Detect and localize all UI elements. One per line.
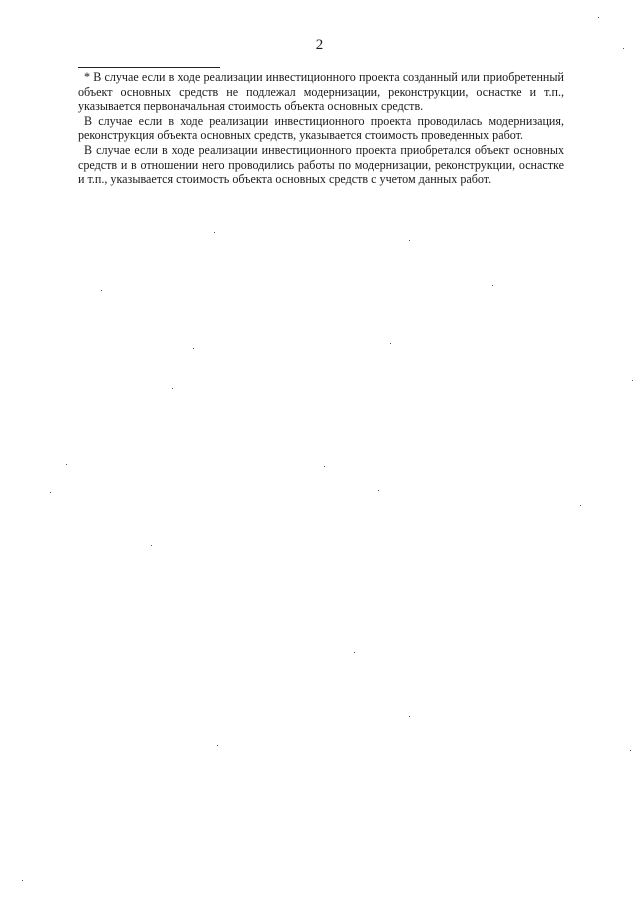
scan-speck bbox=[50, 492, 51, 493]
scan-speck bbox=[632, 380, 633, 381]
scan-speck bbox=[214, 232, 215, 233]
page-number: 2 bbox=[315, 37, 324, 53]
scan-speck bbox=[66, 464, 67, 465]
scan-speck bbox=[101, 290, 102, 291]
scan-speck bbox=[630, 750, 631, 751]
scan-speck bbox=[492, 285, 493, 286]
scan-speck bbox=[217, 745, 218, 746]
scan-speck bbox=[22, 880, 23, 881]
footnote-paragraph-1: * В случае если в ходе реализации инвестиционного проекта созданный или приобретенный объект основных средств не подлежал модернизации, реконструкции, оснастке и т.п., указывается первоначальная стоимость объекта основных средств. bbox=[78, 70, 564, 114]
footnote-paragraph-3: В случае если в ходе реализации инвестиционного проекта приобретался объект основных средств и в отношении него проводились работы по модернизации, реконструкции, оснастке и т.п., указывается стоимость объекта основных средств с учетом данных работ. bbox=[78, 142, 564, 187]
scan-speck bbox=[324, 466, 325, 467]
scan-speck bbox=[354, 652, 355, 653]
scan-speck bbox=[623, 48, 624, 49]
scan-speck bbox=[172, 388, 173, 389]
scan-speck bbox=[580, 505, 581, 506]
scan-speck bbox=[378, 490, 379, 491]
footnote-separator bbox=[78, 67, 220, 68]
footnote-block bbox=[78, 70, 564, 187]
scan-speck bbox=[409, 240, 410, 241]
footnote-paragraph-2: В случае если в ходе реализации инвестиционного проекта проводилась модернизация, реконструкция объекта основных средств, указывается стоимость проведенных работ. bbox=[78, 113, 564, 143]
scan-speck bbox=[390, 343, 391, 344]
scan-speck bbox=[151, 545, 152, 546]
scan-speck bbox=[409, 716, 410, 717]
scan-speck bbox=[193, 348, 194, 349]
scan-speck bbox=[598, 17, 599, 18]
